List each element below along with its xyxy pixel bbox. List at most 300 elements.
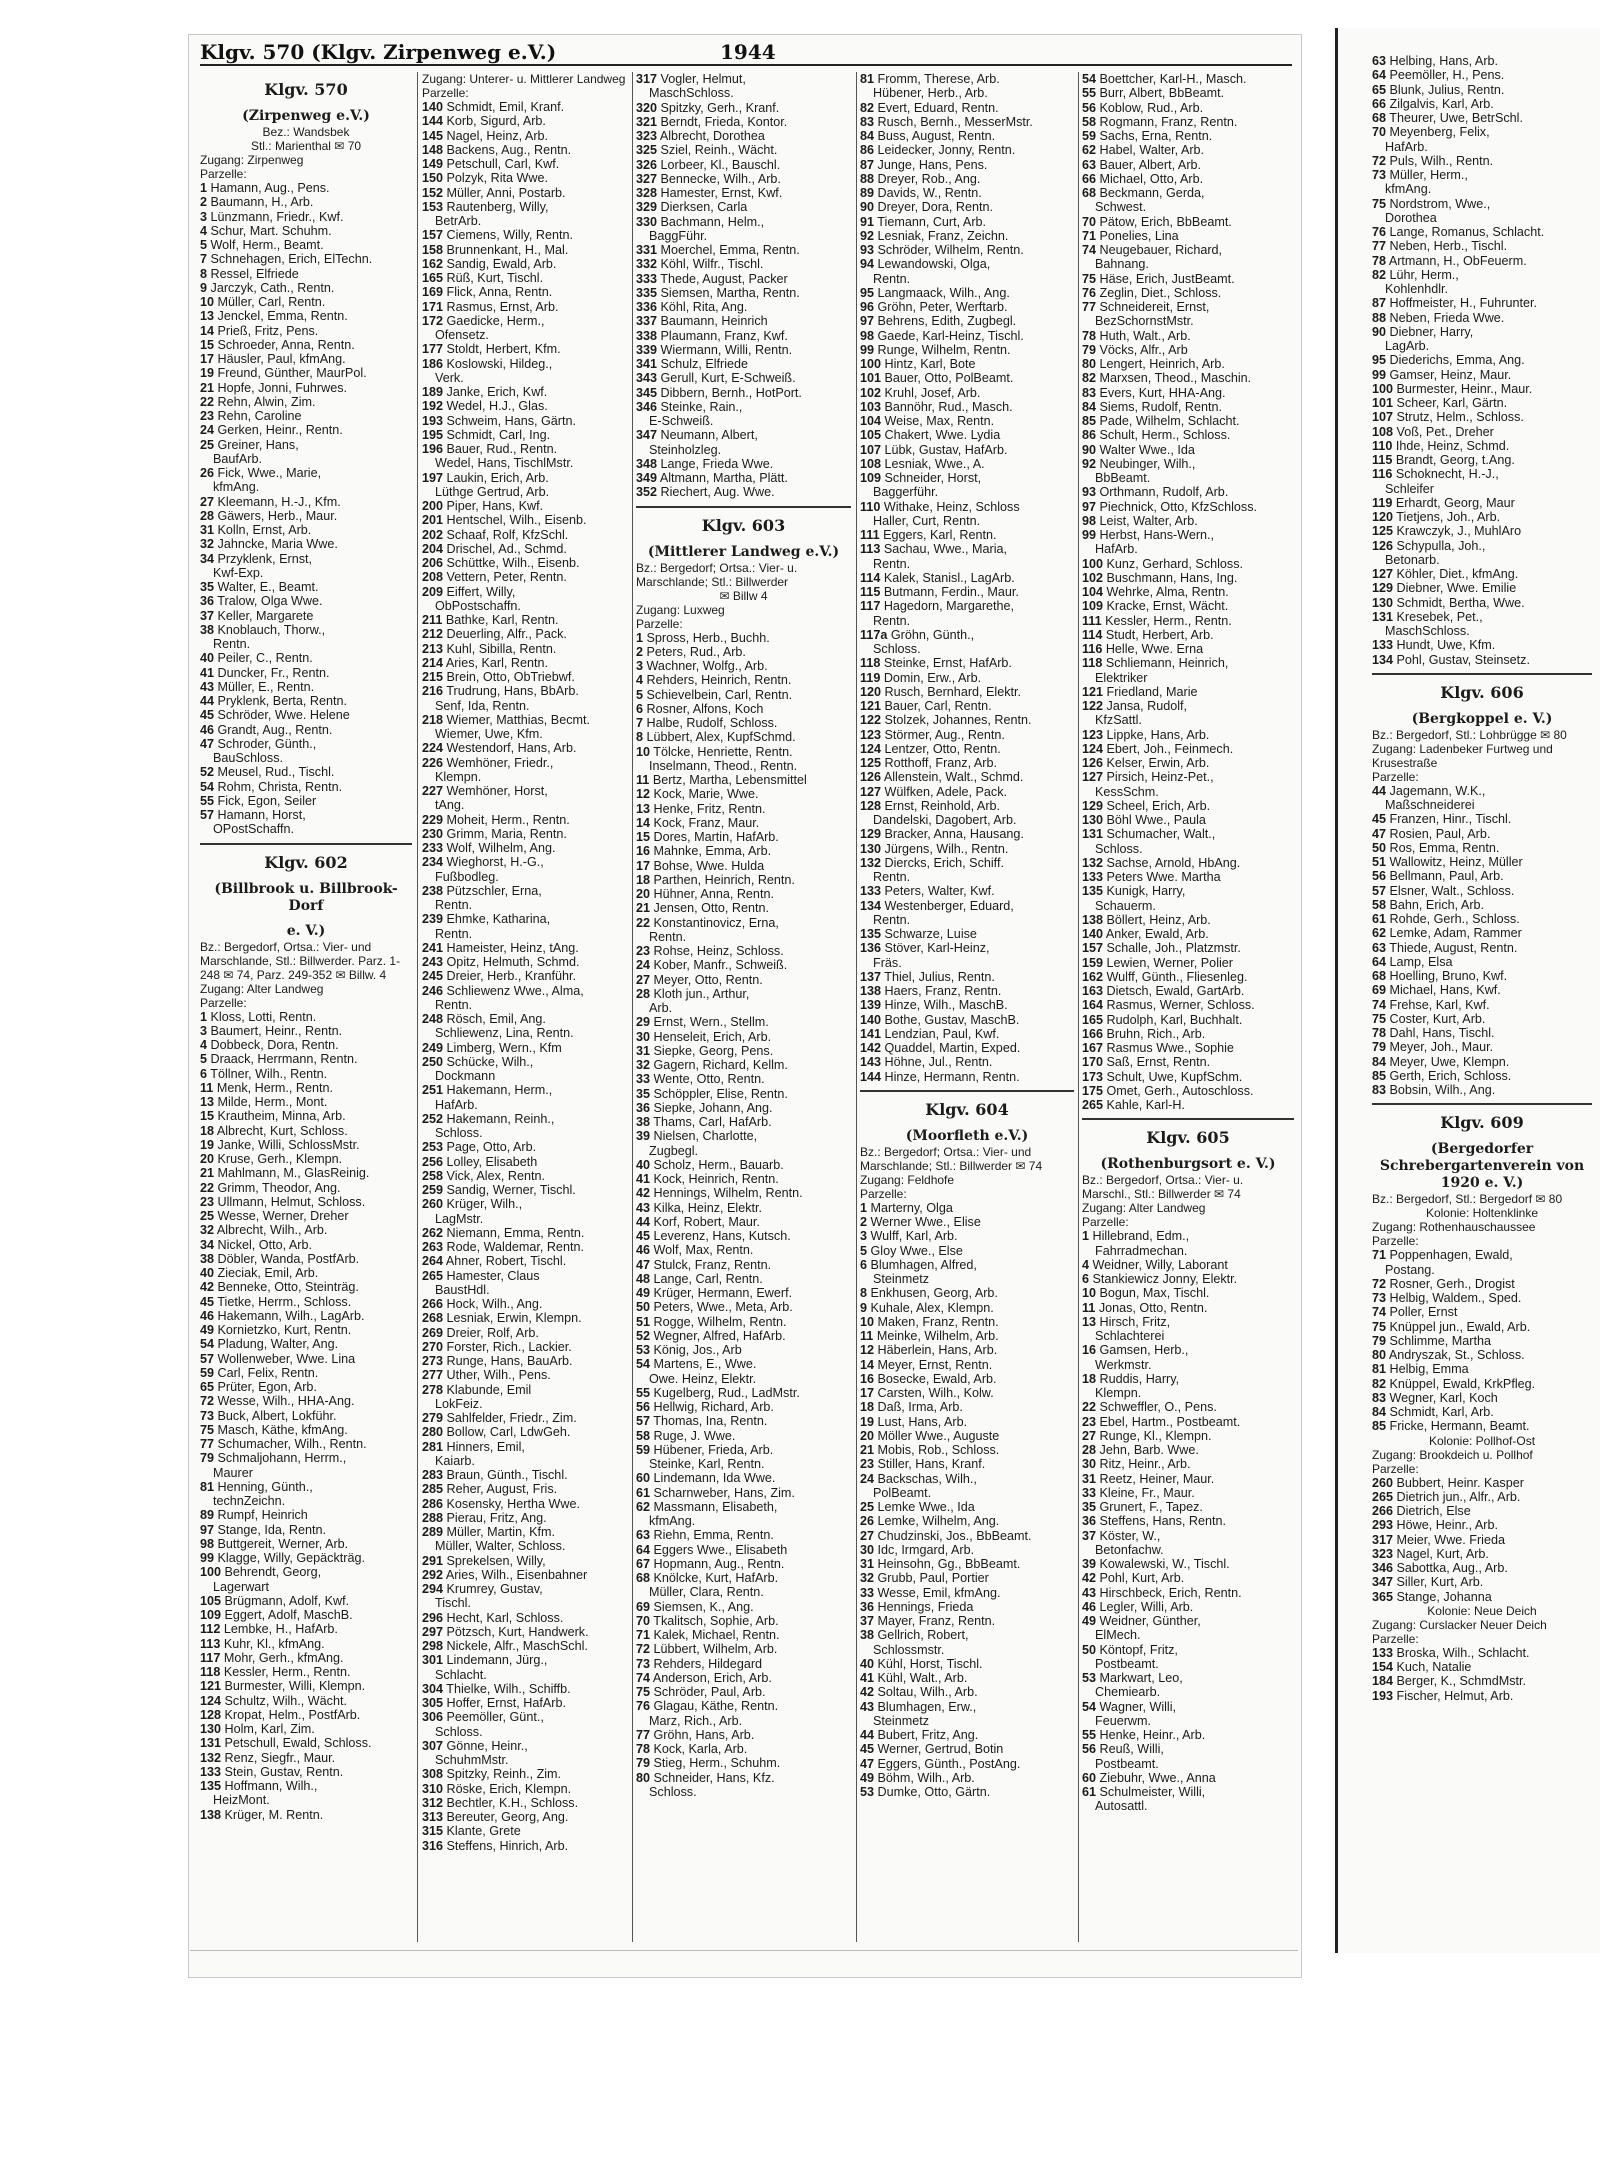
plot-number: 32 [200,1223,215,1238]
plot-number: 163 [1082,984,1104,998]
plot-number: 17 [860,1386,875,1400]
tenant-name: Stoldt, Herbert, Kfm. [446,342,561,357]
plot-number: 21 [200,1166,215,1181]
plot-number: 8 [200,266,208,281]
tenant-name: Stange, Ida, Rentn. [217,1522,327,1537]
plot-number: 152 [422,185,444,200]
directory-entry [1372,1069,1592,1083]
tenant-name: Störmer, Aug., Rentn. [884,727,1005,742]
association-info: ✉ Billw 4 [719,588,768,603]
directory-entry [636,371,851,385]
plot-number: 81 [1372,1362,1387,1377]
directory-entry [422,228,627,242]
directory-entry [200,1508,412,1522]
plot-number: 280 [422,1425,444,1440]
entry-continuation: KfzSattl. [1095,713,1142,728]
plot-number: 53 [860,1785,875,1799]
plot-number: 27 [1082,1428,1097,1443]
tenant-name: Rumpf, Heinrich [217,1508,308,1523]
directory-entry [1372,1490,1592,1504]
entry-continuation: Arb. [649,1001,673,1015]
tenant-name: Burmester, Heinr., Maur. [1396,381,1533,396]
tenant-name: Häberlein, Hans, Arb. [877,1343,998,1358]
directory-entry [860,1315,1074,1329]
directory-entry [636,1486,851,1500]
directory-entry [1082,1286,1294,1300]
plot-number: 83 [1372,1083,1387,1097]
entry-continuation: ObPostschaffn. [435,598,521,613]
plot-number: 43 [200,679,215,694]
directory-entry [1082,656,1294,670]
directory-entry [1372,111,1592,125]
plot-number: 130 [860,841,882,856]
plot-number: 305 [422,1696,444,1710]
plot-number: 289 [422,1525,444,1539]
tenant-name: Aries, Wilh., Eisenbahner [445,1567,588,1582]
plot-number: 84 [860,129,875,143]
directory-entry [422,613,627,627]
directory-entry [1372,969,1592,983]
plot-number: 24 [860,1471,875,1486]
directory-entry [200,224,412,238]
directory-entry [422,1425,627,1439]
tenant-name: Lindemann, Ida Wwe. [653,1471,776,1486]
directory-entry [422,1710,627,1724]
tenant-name: Marterny, Olga [870,1200,953,1215]
association-info: Zugang: Curslacker Neuer Deich [1372,1617,1547,1632]
plot-number: 52 [636,1328,651,1343]
plot-number: 92 [860,228,875,243]
plot-number: 18 [636,872,651,887]
plot-number: 266 [1372,1504,1394,1518]
tenant-name: Pierau, Fritz, Ang. [446,1510,547,1525]
tenant-name: Drischel, Ad., Schmd. [446,541,567,556]
directory-entry [422,1311,627,1325]
directory-entry [422,656,627,670]
plot-number: 71 [1372,1248,1387,1263]
plot-number: 128 [200,1707,222,1722]
directory-entry [200,395,412,409]
tenant-name: Niemann, Emma, Rentn. [446,1225,585,1240]
directory-entry [636,457,851,471]
association-info: Bz.: Bergedorf, Ortsa.: Vier- und Marschlande, Stl.: Billwerder. Parz. 1-248 ✉ 74, Parz. 249-352 ✉ Billw. 4 [200,939,401,982]
entry-continuation: Autosattl. [1095,1799,1148,1814]
tenant-name: Laukin, Erich, Arb. [446,470,549,485]
tenant-name: Grimm, Theodor, Ang. [217,1180,341,1195]
tenant-name: Rasmus, Ernst, Arb. [446,299,559,314]
tenant-name: Jensen, Otto, Rentn. [653,901,770,916]
plot-number: 104 [860,414,882,428]
plot-number: 44 [200,694,215,708]
directory-entry [1372,1391,1592,1405]
tenant-name: Helbing, Hans, Arb. [1389,54,1499,68]
tenant-name: Grimm, Maria, Rentn. [446,826,567,841]
plot-number: 142 [860,1041,882,1055]
plot-number: 42 [200,1280,215,1295]
directory-entry [636,1272,851,1286]
tenant-name: Schneidereit, Ernst, [1099,300,1210,314]
plot-number: 233 [422,841,444,855]
directory-entry [422,1824,627,1838]
directory-entry [860,1041,1074,1055]
plot-number: 273 [422,1354,444,1368]
tenant-name: Kolln, Ernst, Arb. [217,523,312,537]
directory-entry [1372,83,1592,97]
plot-number: 124 [860,741,882,756]
directory-entry [1082,528,1294,542]
plot-number: 61 [636,1485,651,1500]
tenant-name: Burr, Albert, BbBeamt. [1099,86,1225,101]
plot-number: 108 [1372,424,1394,439]
tenant-name: Carl, Felix, Rentn. [217,1365,319,1380]
tenant-name: Pirsich, Heinz-Pet., [1106,770,1214,785]
directory-entry [200,1551,412,1565]
tenant-name: Kuhr, Kl., kfmAng. [223,1636,325,1651]
plot-number: 48 [636,1271,651,1286]
plot-number: 18 [860,1400,875,1415]
tenant-name: Krumrey, Gustav, [446,1582,543,1596]
directory-entry [200,238,412,252]
directory-entry [636,1129,851,1143]
tenant-name: Sandig, Ewald, Arb. [446,256,557,271]
directory-entry [636,1528,851,1542]
directory-entry [636,300,851,314]
plot-number: 148 [422,142,444,157]
directory-entry [1372,425,1592,439]
plot-number: 165 [422,271,444,285]
tenant-name: König, Jos., Arb [653,1343,742,1357]
directory-entry [1082,129,1294,143]
tenant-name: Mohr, Gerh., kfmAng. [223,1650,344,1665]
directory-entry [200,1124,412,1138]
plot-number: 63 [1372,54,1387,68]
plot-number: 21 [860,1443,875,1457]
directory-entry [636,688,851,702]
plot-number: 100 [860,357,882,371]
directory-entry [200,423,412,437]
plot-number: 31 [200,523,215,537]
directory-entry [1082,300,1294,314]
plot-number: 171 [422,299,444,314]
directory-entry [422,1440,627,1454]
plot-number: 249 [422,1040,444,1055]
directory-entry [860,528,1074,542]
plot-number: 11 [860,1329,874,1343]
plot-number: 85 [1082,414,1097,428]
plot-number: 84 [1082,399,1097,414]
tenant-name: Gröhn, Günth., [890,627,975,642]
plot-number: 81 [200,1479,215,1494]
tenant-name: Keller, Margarete [217,608,314,623]
plot-number: 130 [1372,595,1394,610]
directory-entry [1082,143,1294,157]
plot-number: 339 [636,342,658,357]
directory-entry [636,1414,851,1428]
plot-number: 7 [636,716,644,730]
directory-entry [200,1152,412,1166]
directory-entry [1372,496,1592,510]
directory-entry [860,599,1074,613]
directory-entry [1372,1334,1592,1348]
directory-entry [1082,984,1294,998]
directory-entry [860,671,1074,685]
plot-number: 35 [636,1086,651,1101]
tenant-name: Werner, Gertrud, Botin [877,1742,1004,1757]
entry-continuation: Steinke, Karl, Rentn. [649,1457,765,1471]
entry-continuation: Dorothea [1385,210,1437,225]
plot-number: 239 [422,912,444,927]
tenant-name: Lesniak, Erwin, Klempn. [446,1311,582,1326]
directory-entry [1082,770,1294,784]
directory-entry [200,1480,412,1494]
directory-entry [1372,610,1592,624]
tenant-name: Poppenhagen, Ewald, [1389,1248,1513,1263]
directory-entry [422,1782,627,1796]
directory-entry [860,770,1074,784]
directory-entry [636,329,851,343]
directory-entry [636,1771,851,1785]
directory-entry [422,1083,627,1097]
directory-entry [1372,812,1592,826]
directory-entry [636,816,851,830]
plot-number: 65 [1372,82,1387,97]
plot-number: 75 [200,1422,215,1437]
plot-number: 75 [1372,1319,1387,1334]
tenant-name: Schweffler, O., Pens. [1099,1400,1217,1415]
plot-number: 310 [422,1781,444,1796]
directory-entry [636,802,851,816]
entry-continuation: Feuerwm. [1095,1713,1151,1728]
tenant-name: Beckmann, Gerda, [1099,186,1205,200]
directory-entry [636,200,851,214]
column-divider [1078,72,1079,1942]
tenant-name: Krüger, Wilh., [446,1197,523,1212]
plot-number: 42 [636,1186,651,1201]
tenant-name: Kilka, Heinz, Elektr. [653,1200,763,1215]
directory-entry [636,1671,851,1685]
directory-entry [422,713,627,727]
plot-number: 20 [860,1428,875,1443]
directory-entry [422,1468,627,1482]
plot-number: 44 [860,1728,875,1742]
directory-entry [1082,1586,1294,1600]
plot-number: 1 [200,181,208,195]
directory-entry [200,694,412,708]
directory-entry [860,329,1074,343]
plot-number: 133 [860,884,882,899]
directory-entry [1082,1514,1294,1528]
plot-number: 44 [636,1214,651,1229]
directory-entry [860,172,1074,186]
plot-number: 170 [1082,1055,1104,1070]
plot-number: 131 [1372,609,1394,624]
tenant-name: Neubinger, Wilh., [1099,456,1196,471]
plot-number: 25 [860,1500,875,1514]
plot-number: 80 [636,1770,651,1785]
tenant-name: Zeglin, Diet., Schloss. [1099,285,1222,300]
directory-entry [200,1081,412,1095]
entry-continuation: Rentn. [435,997,473,1012]
plot-number: 70 [636,1613,651,1628]
directory-entry [636,1186,851,1200]
plot-number: 49 [636,1286,651,1300]
tenant-name: Buschmann, Hans, Ing. [1106,570,1238,585]
tenant-name: Reher, August, Fris. [446,1482,558,1497]
column-divider [417,72,418,1942]
directory-entry [860,628,1074,642]
plot-number: 316 [422,1838,444,1853]
tenant-name: Kober, Manfr., Schweiß. [653,958,788,973]
tenant-name: Blumhagen, Alfred, [870,1257,977,1272]
plot-number: 133 [1082,870,1104,884]
tenant-name: Anderson, Erich, Arb. [652,1670,772,1685]
entry-continuation: Rentn. [435,898,473,912]
plot-number: 54 [636,1357,651,1372]
tenant-name: Dreier, Herb., Kranführ. [446,969,577,984]
plot-number: 126 [860,770,882,785]
plot-number: 77 [1372,239,1387,254]
association-info: Parzelle: [1372,1631,1419,1646]
directory-entry [860,984,1074,998]
tenant-name: Habel, Walter, Arb. [1099,143,1205,158]
plot-number: 118 [200,1665,221,1679]
directory-entry [200,1067,412,1081]
tenant-name: Spross, Herb., Buchh. [646,630,770,645]
tenant-name: Wulff, Karl, Arb. [870,1229,958,1244]
association-info: Parzelle: [1372,769,1419,784]
tenant-name: Henke, Fritz, Rentn. [653,801,766,816]
tenant-name: Siems, Rudolf, Rentn. [1099,399,1223,414]
plot-number: 33 [636,1072,651,1087]
plot-number: 101 [1372,396,1394,410]
directory-entry [1372,1533,1592,1547]
tenant-name: Rüß, Kurt, Tischl. [446,271,544,285]
plot-number: 62 [636,1499,651,1514]
tenant-name: Lust, Hans, Arb. [877,1414,968,1429]
tenant-name: Schliewenz Wwe., Alma, [446,983,584,998]
plot-number: 111 [1082,613,1102,628]
directory-entry [1082,628,1294,642]
directory-entry [860,1343,1074,1357]
directory-entry [1372,1518,1592,1532]
directory-entry [1082,86,1294,100]
directory-entry [200,594,412,608]
plot-number: 214 [422,655,444,670]
tenant-name: Rogge, Wilhelm, Rentn. [653,1314,787,1329]
plot-number: 26 [860,1514,875,1529]
plot-number: 24 [200,423,215,438]
tenant-name: Pohl, Kurt, Arb. [1099,1571,1185,1586]
tenant-name: Knüppel jun., Ewald, Arb. [1389,1319,1531,1334]
tenant-name: Dreyer, Dora, Rentn. [877,200,994,215]
plot-number: 246 [422,983,444,998]
association-info: Kolonie: Holtenklinke [1425,1206,1539,1221]
tenant-name: Bobsin, Wilh., Ang. [1389,1083,1496,1097]
directory-entry [860,1757,1074,1771]
directory-entry [636,72,851,86]
directory-entry [860,243,1074,257]
directory-entry [636,1628,851,1642]
entry-continuation: Schleifer [1385,481,1434,496]
entry-continuation: Schloss. [649,1784,697,1799]
directory-entry [860,1557,1074,1571]
plot-number: 346 [636,399,658,414]
tenant-name: Carsten, Wilh., Kolw. [877,1386,994,1400]
plot-number: 52 [200,765,215,780]
directory-entry [636,1429,851,1443]
directory-entry [1082,485,1294,499]
directory-entry [1372,97,1592,111]
tenant-name: Wallowitz, Heinz, Müller [1389,855,1523,869]
plot-number: 208 [422,570,444,585]
directory-entry [860,1671,1074,1685]
plot-number: 60 [1082,1770,1097,1785]
plot-number: 14 [200,323,215,338]
plot-number: 43 [636,1200,651,1215]
directory-entry [636,357,851,371]
plot-number: 79 [200,1451,215,1466]
tenant-name: Bechtler, K.H., Schloss. [446,1795,579,1810]
directory-entry [1372,1547,1592,1561]
entry-continuation: Schlachterei [1095,1329,1165,1343]
tenant-name: Lewandowski, Olga, [877,257,991,272]
plot-number: 63 [1082,157,1097,172]
plot-number: 137 [860,969,882,984]
directory-entry [636,987,851,1001]
plot-number: 82 [1082,371,1097,386]
plot-number: 84 [1372,1054,1387,1069]
directory-entry [636,1286,851,1300]
plot-number: 281 [422,1439,444,1454]
plot-number: 154 [1372,1660,1394,1674]
directory-entry [422,955,627,969]
tenant-name: Kosensky, Hertha Wwe. [446,1496,580,1511]
tenant-name: Siemsen, Martha, Rentn. [660,285,800,300]
directory-entry [636,1756,851,1770]
directory-entry [200,267,412,281]
directory-entry [422,1169,627,1183]
plot-number: 27 [636,972,651,987]
entry-continuation: Senf, Ida, Rentn. [435,698,530,713]
plot-number: 99 [860,342,875,357]
entry-continuation: Owe. Heinz, Elektr. [649,1371,757,1386]
directory-entry [636,115,851,129]
tenant-name: Ernst, Wern., Stellm. [653,1015,769,1030]
directory-entry [422,1696,627,1710]
tenant-name: Kuch, Natalie [1396,1660,1472,1674]
directory-entry [636,1158,851,1172]
plot-number: 241 [422,940,444,955]
plot-number: 53 [1082,1671,1097,1685]
plot-number: 269 [422,1325,444,1340]
directory-entry [1082,599,1294,613]
association-heading: Klgv. 606 [1440,682,1524,702]
entry-continuation: Betonarb. [1385,552,1440,567]
plot-number: 265 [422,1268,444,1283]
tenant-name: Schulz, Elfriede [660,357,749,371]
entry-continuation: Maurer [213,1465,253,1480]
directory-entry [636,1543,851,1557]
plot-number: 130 [200,1722,222,1736]
plot-number: 115 [860,585,881,599]
directory-entry [1082,1728,1294,1742]
tenant-name: Buck, Albert, Lokführ. [217,1408,337,1423]
tenant-name: Michael, Otto, Arb. [1099,171,1204,186]
directory-entry [1082,457,1294,471]
directory-entry [1372,784,1592,798]
tenant-name: Schneider, Hans, Kfz. [653,1770,775,1785]
directory-entry [636,428,851,442]
